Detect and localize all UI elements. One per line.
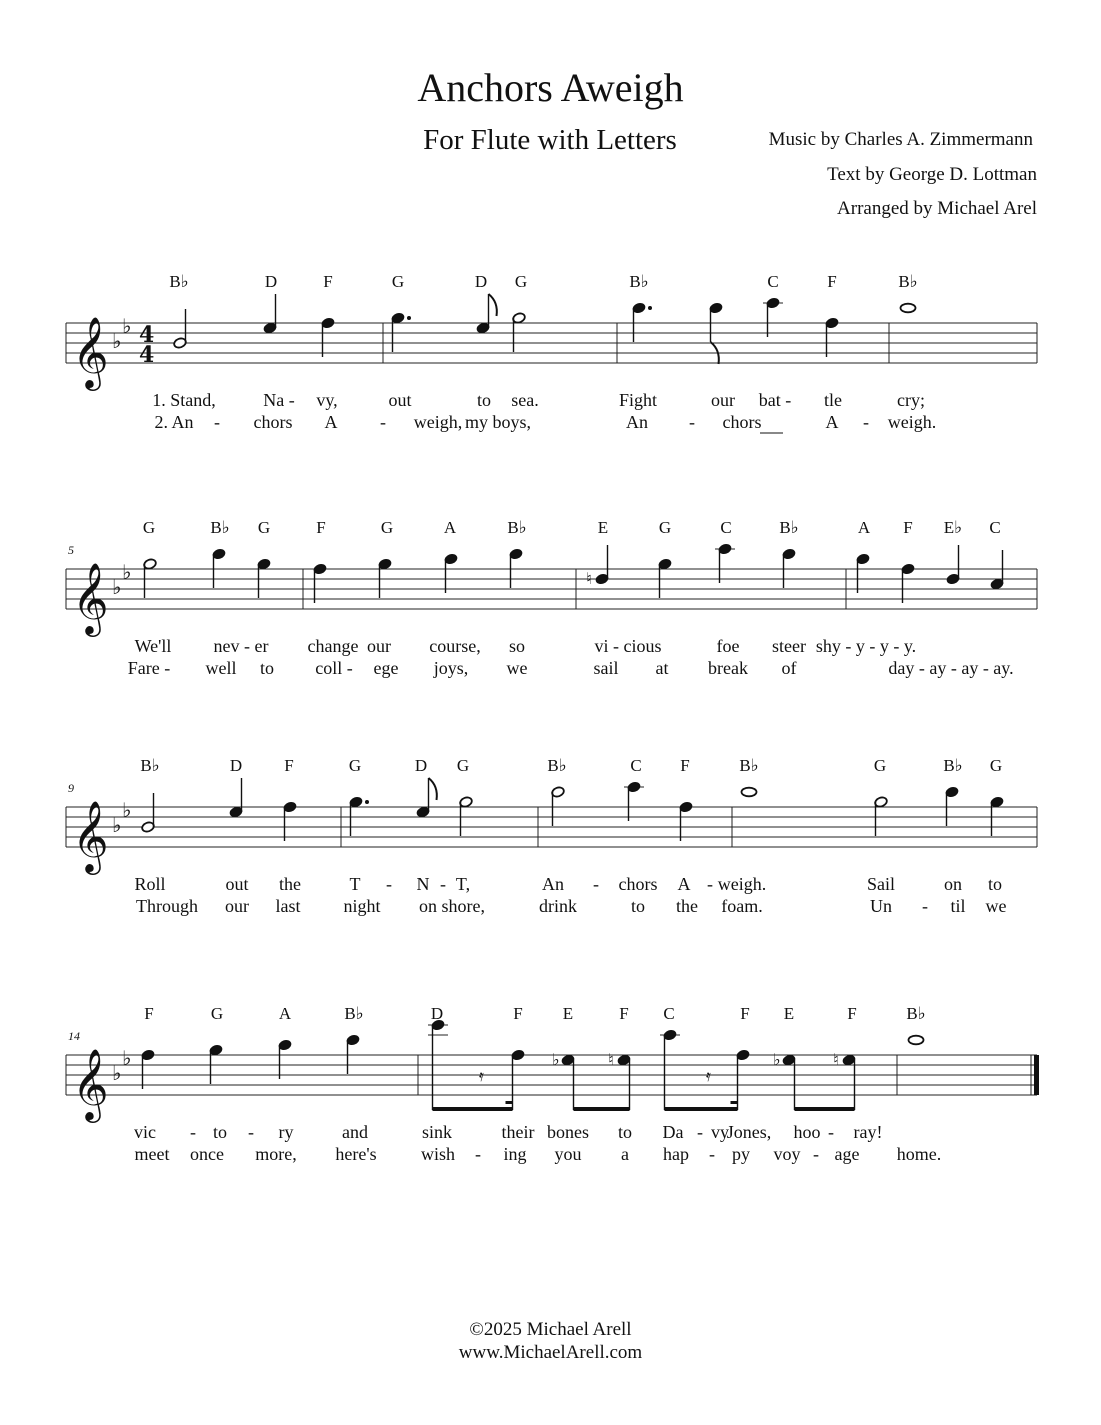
lyric-verse-2: a [621, 1144, 629, 1164]
lyric-verse-1: and [342, 1122, 368, 1142]
note-letter: G [380, 518, 394, 537]
note-letter: E [562, 1004, 574, 1023]
note-letter: B♭ [898, 272, 918, 291]
note-letter: B♭ [906, 1004, 926, 1023]
note-letter: F [847, 1004, 857, 1023]
note-letter: B♭ [779, 518, 799, 537]
lyric-verse-1: 1. Stand, [152, 390, 216, 410]
lyric-verse-2: chors [253, 412, 293, 432]
treble-clef-icon: 𝄞 [72, 315, 109, 388]
key-flat-icon: ♭ [122, 314, 132, 338]
lyric-verse-1: - [440, 874, 446, 894]
lyric-verse-1: ray! [853, 1122, 883, 1142]
lyric-verse-1: sea. [511, 390, 539, 410]
lyric-verse-1: vic [134, 1122, 156, 1142]
key-flat-icon: ♭ [122, 798, 132, 822]
lyric-verse-2: A [324, 412, 338, 432]
lyric-verse-1: bones [547, 1122, 589, 1142]
lyric-verse-1: foe [716, 636, 740, 656]
note-letter: B♭ [210, 518, 230, 537]
lyric-verse-2: hap [663, 1144, 689, 1164]
natural-accidental-icon: ♮ [608, 1050, 614, 1069]
lyric-verse-2: here's [335, 1144, 377, 1164]
lyric-verse-2: joys, [433, 658, 469, 678]
lyric-verse-2: weigh. [887, 412, 937, 432]
lyric-verse-2: age [834, 1144, 860, 1164]
key-flat-icon: ♭ [122, 1046, 132, 1070]
lyric-verse-1: weigh. [717, 874, 767, 894]
note-letter: G [142, 518, 156, 537]
note-letter: B♭ [507, 518, 527, 537]
lyric-verse-1: to [617, 1122, 633, 1142]
lyric-verse-2: - [813, 1144, 819, 1164]
arranger-credit: Arranged by Michael Arel [837, 198, 1037, 219]
lyric-verse-2: more, [255, 1144, 297, 1164]
natural-accidental-icon: ♮ [586, 569, 592, 588]
key-flat-icon: ♭ [112, 575, 122, 599]
note-letter: B♭ [629, 272, 649, 291]
note-letter: D [229, 756, 243, 775]
sixteenth-rest-icon: 𝄿 [479, 1066, 484, 1085]
lyric-verse-1: shy - y - y - y. [815, 636, 917, 656]
lyric-verse-2: voy [773, 1144, 801, 1164]
lyric-verse-1: hoo [793, 1122, 821, 1142]
treble-clef-icon: 𝄞 [72, 561, 109, 634]
time-signature-digit: 4 [139, 342, 155, 368]
lyric-verse-1: vy [711, 1122, 729, 1142]
note-letter: D [414, 756, 428, 775]
lyric-verse-2: night [343, 896, 381, 916]
lyric-verse-1: We'll [134, 636, 172, 656]
key-flat-icon: ♭ [112, 1061, 122, 1085]
lyric-verse-1: their [501, 1122, 535, 1142]
note-letter: E [783, 1004, 795, 1023]
lyric-verse-1: Sail [866, 874, 896, 894]
lyric-verse-1: out [388, 390, 412, 410]
note-letter: C [720, 518, 732, 537]
lyric-verse-2: An [626, 412, 648, 432]
final-barline-thick [1034, 1055, 1039, 1095]
note-letter: F [323, 272, 333, 291]
lyric-verse-2: - [689, 412, 695, 432]
note-letter: C [767, 272, 779, 291]
note-letter: B♭ [943, 756, 963, 775]
lyric-verse-2: A [825, 412, 839, 432]
lyric-verse-2: coll - [315, 658, 353, 678]
note-letter: F [144, 1004, 154, 1023]
note-letter: F [284, 756, 294, 775]
note-letter: E♭ [943, 518, 963, 537]
lyric-verse-1: - [190, 1122, 196, 1142]
lyric-verse-2: chors [722, 412, 762, 432]
note-letter: B♭ [140, 756, 160, 775]
note-letter: E [597, 518, 609, 537]
lyric-verse-2: my boys, [464, 412, 532, 432]
key-flat-icon: ♭ [112, 813, 122, 837]
measure-number: 9 [68, 781, 74, 795]
lyric-verse-2: til [950, 896, 966, 916]
note-letter: G [391, 272, 405, 291]
lyric-verse-1: course, [429, 636, 481, 656]
lyric-verse-2: home. [896, 1144, 942, 1164]
lyric-verse-1: chors [618, 874, 658, 894]
note-letter: F [619, 1004, 629, 1023]
note-beam [574, 1107, 630, 1111]
lyric-verse-2: meet [134, 1144, 170, 1164]
lyric-verse-2: of [781, 658, 797, 678]
lyric-verse-1: Fight [618, 390, 658, 410]
subtitle: For Flute with Letters [423, 124, 677, 156]
composer-credit: Music by Charles A. Zimmermann [768, 129, 1033, 150]
lyric-verse-1: - [593, 874, 599, 894]
lyric-verse-2: day - ay - ay - ay. [888, 658, 1014, 678]
lyric-verse-2: - [380, 412, 386, 432]
website-link: www.MichaelArell.com [458, 1342, 643, 1363]
lyric-verse-1: Jones, [726, 1122, 772, 1142]
lyric-verse-1: - [697, 1122, 703, 1142]
lyric-verse-2: break [708, 658, 748, 678]
note-letter: B♭ [547, 756, 567, 775]
note-letter: F [740, 1004, 750, 1023]
key-flat-icon: ♭ [112, 329, 122, 353]
natural-accidental-icon: ♮ [833, 1050, 839, 1069]
note-letter: G [514, 272, 528, 291]
note-letter: G [456, 756, 470, 775]
lyric-verse-1: nev - er [213, 636, 269, 656]
flat-accidental-icon: ♭ [773, 1050, 781, 1069]
note-letter: G [989, 756, 1003, 775]
lyric-verse-2: well [205, 658, 237, 678]
lyric-verse-1: change [307, 636, 359, 656]
lyric-verse-2: Un [870, 896, 892, 916]
lyric-verse-1: An [542, 874, 564, 894]
lyric-verse-1: to [476, 390, 492, 410]
note-letter: B♭ [344, 1004, 364, 1023]
note-letter: C [989, 518, 1001, 537]
measure-number: 5 [68, 543, 74, 557]
lyric-verse-1: vy, [316, 390, 338, 410]
lyric-verse-2: we [985, 896, 1007, 916]
lyric-verse-1: to [212, 1122, 228, 1142]
lyric-verse-1: T, [455, 874, 471, 894]
note-letter: G [348, 756, 362, 775]
note-beam [433, 1107, 513, 1111]
lyric-verse-1: vi - cious [594, 636, 662, 656]
lyric-verse-2: ing [503, 1144, 527, 1164]
lyric-verse-2: to [630, 896, 646, 916]
note-letter: G [873, 756, 887, 775]
lyric-verse-2: py [732, 1144, 750, 1164]
lyric-verse-1: tle [824, 390, 842, 410]
lyric-verse-2: last [275, 896, 301, 916]
lyric-verse-2: on shore, [419, 896, 485, 916]
note-letter: D [474, 272, 488, 291]
lyric-verse-2: the [676, 896, 698, 916]
lyric-verse-1: T [349, 874, 361, 894]
lyric-verse-1: - [828, 1122, 834, 1142]
lyric-verse-2: - [475, 1144, 481, 1164]
note-letter: F [903, 518, 913, 537]
note-letter: B♭ [169, 272, 189, 291]
lyric-verse-1: on [944, 874, 962, 894]
lyric-verse-2: Fare - [127, 658, 171, 678]
note-letter: A [443, 518, 457, 537]
lyric-verse-1: to [987, 874, 1003, 894]
note-beam [665, 1107, 738, 1111]
lyric-verse-2: wish [420, 1144, 456, 1164]
lyric-verse-1: so [508, 636, 526, 656]
lyric-verse-2: at [655, 658, 669, 678]
lyric-verse-2: we [506, 658, 528, 678]
note-letter: C [630, 756, 642, 775]
note-letter: G [658, 518, 672, 537]
lyric-verse-1: the [279, 874, 301, 894]
note-letter: F [316, 518, 326, 537]
note-letter: F [680, 756, 690, 775]
lyric-verse-1: N [416, 874, 430, 894]
lyric-verse-1: our [367, 636, 391, 656]
lyric-verse-2: Through [136, 896, 198, 916]
note-letter: A [278, 1004, 292, 1023]
note-letter: B♭ [739, 756, 759, 775]
note-head [909, 1036, 924, 1045]
lyric-verse-1: A [677, 874, 691, 894]
lyric-verse-1: - [386, 874, 392, 894]
lyric-verse-2: - [863, 412, 869, 432]
sixteenth-rest-icon: 𝄿 [706, 1066, 711, 1085]
lyric-verse-2: our [225, 896, 249, 916]
lyric-verse-2: - [709, 1144, 715, 1164]
lyric-verse-2: you [554, 1144, 582, 1164]
note-letter: D [430, 1004, 444, 1023]
copyright-notice: ©2025 Michael Arell [469, 1319, 632, 1340]
lyric-verse-2: - [922, 896, 928, 916]
lyric-verse-2: sail [593, 658, 619, 678]
note-beam-secondary [506, 1101, 513, 1104]
lyric-verse-1: out [225, 874, 249, 894]
lyricist-credit: Text by George D. Lottman [827, 164, 1037, 185]
lyric-verse-2: drink [539, 896, 577, 916]
note-beam-secondary [731, 1101, 738, 1104]
note-letter: G [257, 518, 271, 537]
measure-number: 14 [68, 1029, 80, 1043]
note-beam [795, 1107, 855, 1111]
lyric-verse-2: - [214, 412, 220, 432]
lyric-verse-1: ry [278, 1122, 294, 1142]
treble-clef-icon: 𝄞 [72, 1047, 109, 1120]
key-flat-icon: ♭ [122, 560, 132, 584]
lyric-verse-1: Roll [134, 874, 166, 894]
treble-clef-icon: 𝄞 [72, 799, 109, 872]
lyric-verse-1: Na - [263, 390, 295, 410]
note-letter: D [264, 272, 278, 291]
note-letter: G [210, 1004, 224, 1023]
lyric-verse-1: - [248, 1122, 254, 1142]
note-letter: F [827, 272, 837, 291]
time-signature-digit: 4 [139, 322, 155, 348]
page-title: Anchors Aweigh [417, 65, 684, 110]
lyric-verse-1: sink [421, 1122, 453, 1142]
lyric-verse-2: weigh, [413, 412, 463, 432]
lyric-verse-1: cry; [897, 390, 925, 410]
lyric-verse-1: our [711, 390, 735, 410]
lyric-verse-2: to [259, 658, 275, 678]
lyric-verse-1: steer [772, 636, 806, 656]
lyric-verse-1: - [707, 874, 713, 894]
note-letter: F [513, 1004, 523, 1023]
lyric-verse-1: bat - [758, 390, 792, 410]
note-letter: A [857, 518, 871, 537]
lyric-verse-1: Da [662, 1122, 684, 1142]
flat-accidental-icon: ♭ [552, 1050, 560, 1069]
lyric-verse-2: 2. An [154, 412, 194, 432]
note-letter: C [663, 1004, 675, 1023]
lyric-verse-2: ege [373, 658, 399, 678]
lyric-verse-2: foam. [721, 896, 763, 916]
lyric-verse-2: once [190, 1144, 224, 1164]
